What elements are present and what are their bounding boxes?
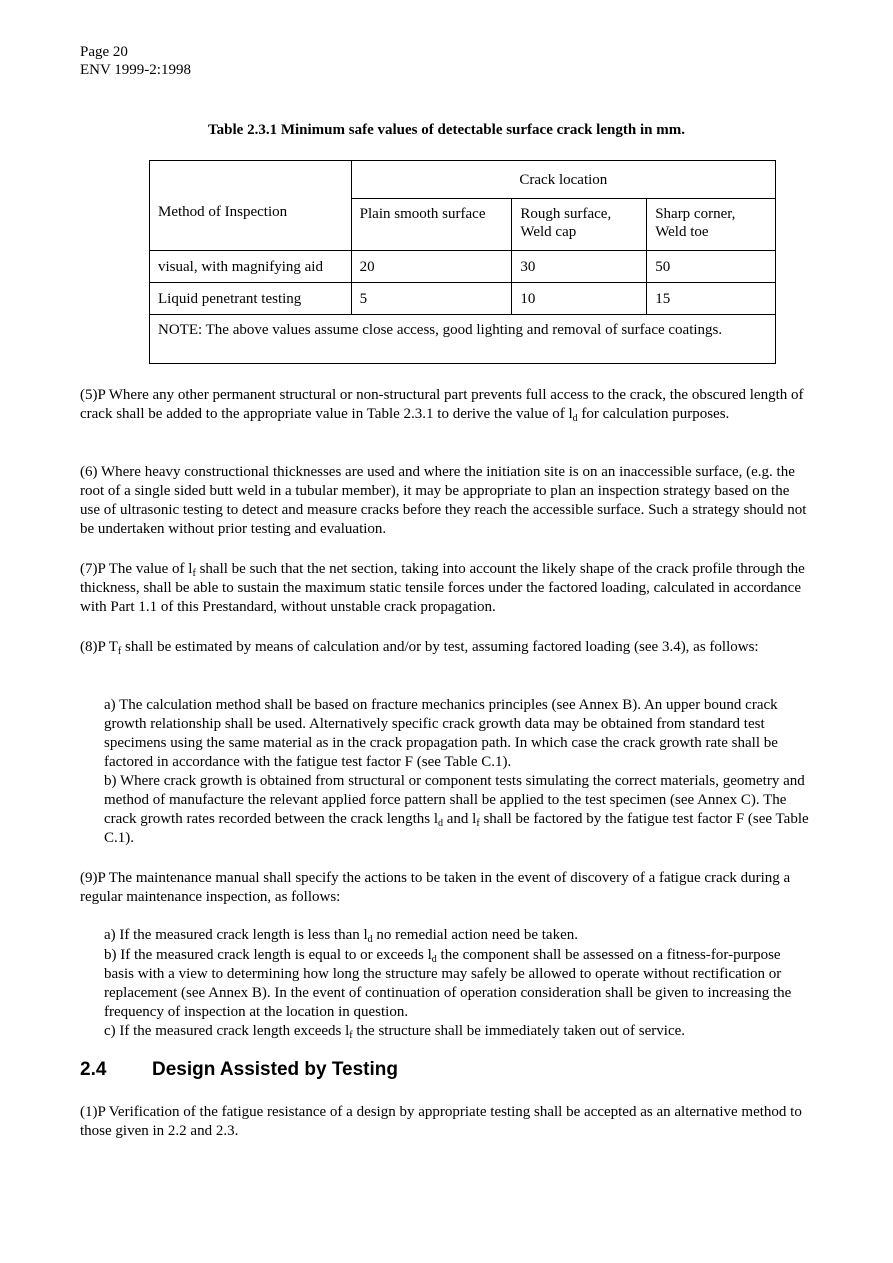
column-header: Rough surface, Weld cap <box>512 199 647 251</box>
section-title: Design Assisted by Testing <box>152 1059 398 1080</box>
table-caption: Table 2.3.1 Minimum safe values of detectable surface crack length in mm. <box>208 122 685 138</box>
table-cell: Liquid penetrant testing <box>150 283 352 315</box>
paragraph-8b: b) Where crack growth is obtained from structural or component tests simulating the correct materials, geometry and method of manufacture the relevant applied force pattern shall be applied to the test specimen (see Annex C). The crack growth rates recorded between the crack lengths $l_d$ and $l_f$ shall be factored by the fatigue test factor F (see Table C.1). <box>104 773 809 846</box>
column-header: Sharp corner, Weld toe <box>647 199 776 251</box>
paragraph-8a: a) The calculation method shall be based on fracture mechanics principles (see Annex B). An upper bound crack growth relationship shall be used. Alternatively specific crack growth data may be obtained from standard test specimens using the same material as in the crack propagation path. In which case the crack growth rate shall be factored in accordance with the fatigue test factor F (see Table C.1). <box>104 697 778 770</box>
column-header: Plain smooth surface <box>351 199 512 251</box>
page-header <box>80 43 191 79</box>
table-cell: 30 <box>512 251 647 283</box>
paragraph-5p: (5)P Where any other permanent structural or non-structural part prevents full access to the crack, the obscured length of crack shall be added to the appropriate value in Table 2.3.1 to derive the value of $l_d$ for calculation purposes. <box>80 387 804 424</box>
table-cell: visual, with magnifying aid <box>150 251 352 283</box>
table-cell: 15 <box>647 283 776 315</box>
document-id: ENV 1999-2:1998 <box>80 62 191 78</box>
paragraph-9a: a) If the measured crack length is less than $l_d$ no remedial action need be taken. <box>104 927 578 945</box>
paragraph-7p: (7)P The value of $l_f$ shall be such that the net section, taking into account the likely shape of the crack profile through the thickness, shall be able to sustain the maximum static tensile forces under the factored loading, calculated in accordance with Part 1.1 of this Prestandard, without unstable crack propagation. <box>80 561 805 615</box>
table-row <box>150 251 776 283</box>
method-header: Method of Inspection <box>150 161 352 251</box>
crack-location-header: Crack location <box>351 161 775 199</box>
paragraph-1p: (1)P Verification of the fatigue resistance of a design by appropriate testing shall be accepted as an alternative method to those given in 2.2 and 2.3. <box>80 1104 802 1139</box>
crack-length-table <box>149 160 776 364</box>
table-cell: 10 <box>512 283 647 315</box>
paragraph-6: (6) Where heavy constructional thicknesses are used and where the initiation site is on an inaccessible surface, (e.g. the root of a single sided butt weld in a tubular member), it may be appropriate to plan an inspection strategy based on the use of ultrasonic testing to detect and measure cracks before they reach the accessible surface. Such a strategy should not be undertaken without prior testing and evaluation. <box>80 464 807 537</box>
table-cell: 20 <box>351 251 512 283</box>
paragraph-9b: b) If the measured crack length is equal to or exceeds $l_d$ the component shall be assessed on a fitness-for-purpose basis with a view to determining how long the structure may safely be allowed to operate without rectification or replacement (see Annex B). In the event of continuation of operation consideration shall be given to increasing the frequency of inspection at the location in question. <box>104 947 792 1020</box>
paragraph-9c: c) If the measured crack length exceeds $l_f$ the structure shall be immediately taken out of service. <box>104 1023 686 1041</box>
section-number: 2.4 <box>80 1059 107 1080</box>
section-heading <box>80 1060 398 1079</box>
table-row <box>150 283 776 315</box>
table-cell: 50 <box>647 251 776 283</box>
table-cell: 5 <box>351 283 512 315</box>
page-number: Page 20 <box>80 44 128 60</box>
table-note: NOTE: The above values assume close access, good lighting and removal of surface coatings. <box>150 315 776 364</box>
paragraph-8p: (8)P $T_f$ shall be estimated by means of calculation and/or by test, assuming factored loading (see 3.4), as follows: <box>80 639 759 657</box>
paragraph-9p: (9)P The maintenance manual shall specify the actions to be taken in the event of discovery of a fatigue crack during a regular maintenance inspection, as follows: <box>80 870 791 905</box>
